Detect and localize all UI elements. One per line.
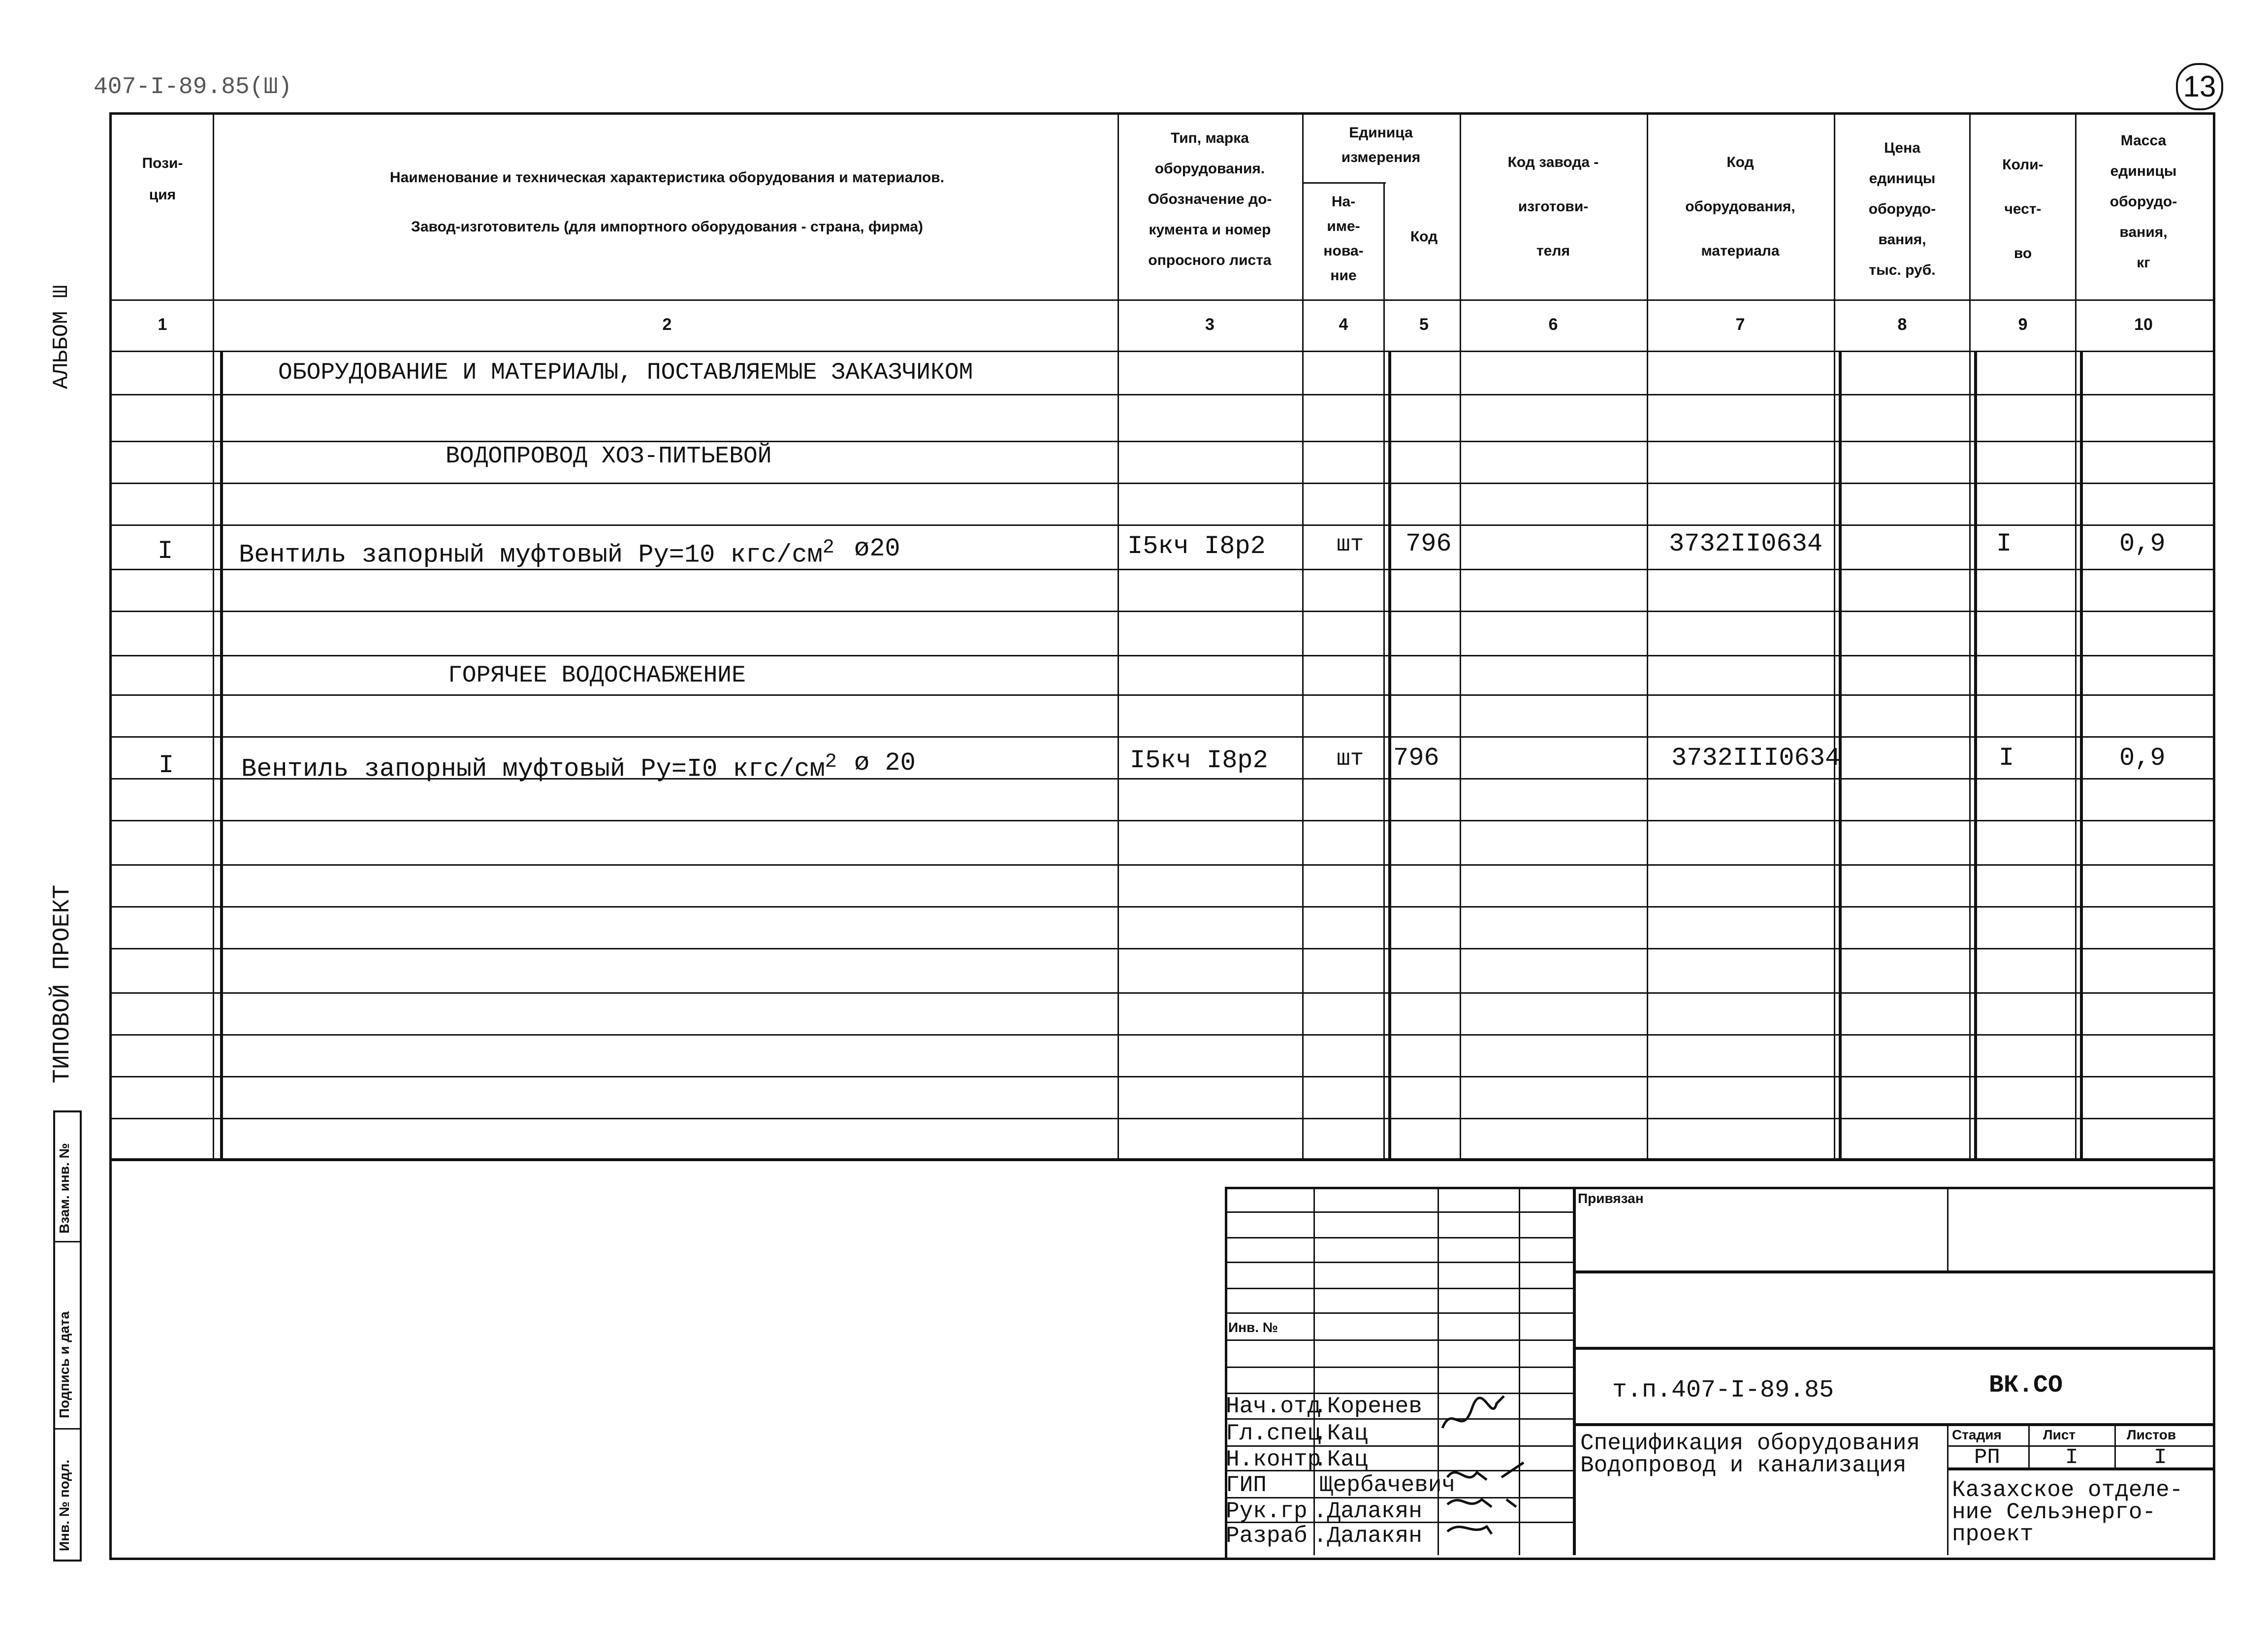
org-line1: Казахское отделе- xyxy=(1952,1477,2183,1503)
item1-type: I5кч I8р2 xyxy=(1127,532,1266,561)
col-number-2: 2 xyxy=(662,315,672,334)
header-position: Пози- ция xyxy=(142,155,183,203)
page-number-text: 13 xyxy=(2183,70,2216,103)
item2-unit: шт xyxy=(1337,746,1364,772)
document-code: 407-I-89.85(Ш) xyxy=(94,74,292,100)
header-factory-code: Код завода - изготови- теля xyxy=(1507,154,1599,259)
item2-name-sup: 2 xyxy=(825,751,837,773)
doc-mark: ВК.СО xyxy=(1989,1371,2063,1400)
col-number-3: 3 xyxy=(1205,315,1214,334)
header-name-line1: Наименование и техническая характеристика оборудования и материалов. xyxy=(389,169,945,186)
col-number-4: 4 xyxy=(1339,315,1348,334)
sheet-value: I xyxy=(2065,1445,2078,1470)
col-number-1: 1 xyxy=(158,315,167,334)
item2-name xyxy=(241,751,837,783)
doc-title-line1: Спецификация оборудования xyxy=(1580,1431,1920,1456)
item1-quantity: I xyxy=(1996,529,2012,558)
sig-role-3: Н.контр xyxy=(1226,1447,1321,1472)
item2-quantity: I xyxy=(1999,744,2014,773)
item2-name-text: Вентиль запорный муфтовый Ру=I0 кгс/см xyxy=(241,754,825,784)
doc-number: т.п.407-I-89.85 xyxy=(1612,1376,1834,1404)
section-title-water-supply: ВОДОПРОВОД ХОЗ-ПИТЬЕВОЙ xyxy=(446,443,772,470)
stage-label: Стадия xyxy=(1952,1427,2002,1442)
sig-role-1: Нач.отд xyxy=(1226,1394,1321,1419)
inv-no-label: Инв. № xyxy=(1228,1320,1278,1335)
item2-type: I5кч I8р2 xyxy=(1130,746,1268,775)
sig-name-5: .Далакян xyxy=(1313,1498,1422,1524)
item2-unit-code: 796 xyxy=(1393,744,1439,773)
item2-equipment-code: 3732III0634 xyxy=(1671,744,1841,773)
header-unit: Единица измерения xyxy=(1341,125,1421,165)
handwritten-signatures xyxy=(1437,1394,1575,1551)
item1-name-text: Вентиль запорный муфтовый Ру=10 кгс/см xyxy=(239,540,823,570)
col-number-5: 5 xyxy=(1419,315,1429,334)
header-unit-code: Код xyxy=(1410,228,1438,245)
sheets-value: I xyxy=(2154,1445,2167,1470)
col-number-7: 7 xyxy=(1735,315,1745,334)
item2-position: I xyxy=(159,751,174,780)
sig-role-4: ГИП xyxy=(1226,1472,1267,1498)
item1-mass: 0,9 xyxy=(2119,529,2166,558)
section-title-hot-water: ГОРЯЧЕЕ ВОДОСНАБЖЕНИЕ xyxy=(448,662,746,689)
col-number-9: 9 xyxy=(2018,315,2028,334)
header-equipment-code: Код оборудования, материала xyxy=(1685,154,1795,259)
stage-value: РП xyxy=(1974,1445,2000,1470)
stamp-podpis: Подпись и дата xyxy=(57,1311,72,1418)
col-number-10: 10 xyxy=(2134,315,2153,334)
item2-mass: 0,9 xyxy=(2119,744,2166,773)
header-name-line2: Завод-изготовитель (для импортного оборудования - страна, фирма) xyxy=(411,219,923,235)
org-line3: проект xyxy=(1952,1522,2034,1547)
item1-position: I xyxy=(158,537,173,566)
item2-diameter: ø 20 xyxy=(854,749,916,778)
sig-name-4: Щербачевич xyxy=(1319,1472,1456,1498)
side-label-project: ТИПОВОЙ ПРОЕКТ xyxy=(49,884,76,1083)
sig-name-3: .Кац xyxy=(1313,1447,1368,1472)
item1-name-sup: 2 xyxy=(822,537,834,559)
section-title-supplied: ОБОРУДОВАНИЕ И МАТЕРИАЛЫ, ПОСТАВЛЯЕМЫЕ ЗАКАЗЧИКОМ xyxy=(278,359,973,386)
sig-role-2: Гл.спец xyxy=(1226,1421,1321,1446)
org-line2: ние Сельэнерго- xyxy=(1952,1499,2156,1525)
col-number-8: 8 xyxy=(1897,315,1907,334)
item1-equipment-code: 3732II0634 xyxy=(1669,529,1823,558)
item1-name xyxy=(239,537,834,569)
stamp-vzam: Взам. инв. № xyxy=(57,1143,72,1234)
page-number xyxy=(2176,63,2223,110)
sheet-label: Лист xyxy=(2043,1427,2076,1442)
header-unit-name: На- име- нова- ние xyxy=(1323,194,1364,284)
item1-unit-code: 796 xyxy=(1406,529,1452,558)
sheets-label: Листов xyxy=(2127,1427,2176,1442)
sig-name-1: .Коренев xyxy=(1313,1394,1422,1419)
sig-role-5: Рук.гр xyxy=(1226,1498,1308,1524)
doc-title-line2: Водопровод и канализация xyxy=(1580,1453,1907,1478)
sig-name-2: .Кац xyxy=(1313,1421,1368,1446)
col-number-6: 6 xyxy=(1548,315,1558,334)
item1-diameter: ø20 xyxy=(854,534,900,563)
header-type: Тип, марка оборудования. Обозначение до- кумента и номер опросного листа xyxy=(1148,130,1272,268)
privyazan-label: Привязан xyxy=(1578,1191,1644,1206)
side-label-album: АЛЬБОМ Ш xyxy=(49,285,74,389)
sig-role-6: Разраб xyxy=(1226,1523,1308,1549)
stamp-inv-podl: Инв. № подл. xyxy=(57,1460,72,1551)
item1-unit: шт xyxy=(1337,532,1364,557)
header-mass: Масса единицы оборудо- вания, кг xyxy=(2109,132,2177,271)
sig-name-6: .Далакян xyxy=(1313,1523,1422,1549)
header-quantity: Коли- чест- во xyxy=(2002,157,2044,261)
header-price: Цена единицы оборудо- вания, тыс. руб. xyxy=(1868,140,1936,278)
